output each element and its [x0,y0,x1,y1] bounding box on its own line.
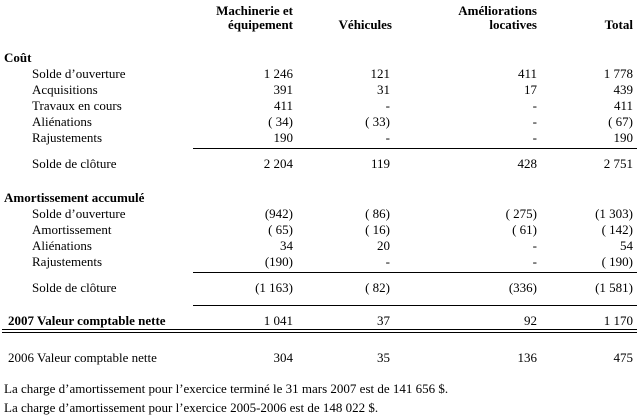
cell-leasehold: - [532,254,537,269]
cell-leasehold: ( 275) [505,206,537,221]
cell-vehicles: 35 [377,350,390,365]
row-label: Rajustements [32,130,103,145]
cell-vehicles: 119 [370,156,390,171]
cell-total: 439 [613,82,633,97]
cell-leasehold: - [532,114,537,129]
col-header-vehicles: Véhicules [338,17,392,32]
cell-total: 1 778 [603,66,633,81]
cell-leasehold: (336) [508,280,537,295]
cell-machinery: 1 246 [263,66,293,81]
amortization-subtotal-rule [193,272,637,273]
cell-total: 2 751 [603,156,633,171]
cell-vehicles: ( 82) [365,280,390,295]
cell-vehicles: ( 16) [365,222,390,237]
cost-subtotal-rule [193,148,637,149]
cell-leasehold: ( 61) [512,222,537,237]
cell-machinery: 391 [273,82,293,97]
col-header-total: Total [604,17,633,32]
cell-leasehold: 411 [517,66,537,81]
cell-machinery: ( 65) [268,222,293,237]
row-label: Rajustements [32,254,103,269]
cell-total: 475 [613,350,633,365]
net-value-double-rule [2,329,637,333]
col-header-leasehold-line2: locatives [489,17,537,32]
cell-machinery: 411 [273,98,293,113]
cell-vehicles: 20 [377,238,390,253]
cell-total: ( 190) [601,254,633,269]
row-label: Solde de clôture [32,280,117,295]
row-label: Aliénations [32,238,92,253]
cell-machinery: (190) [264,254,293,269]
col-header-leasehold-line1: Améliorations [458,3,537,18]
cell-total: 190 [613,130,633,145]
row-label: Solde d’ouverture [32,66,126,81]
row-label: 2007 Valeur comptable nette [8,313,166,328]
note-2007: La charge d’amortissement pour l’exercice terminé le 31 mars 2007 est de 141 656 $. [4,381,449,396]
cell-vehicles: - [385,254,390,269]
row-label: 2006 Valeur comptable nette [8,350,157,365]
net-value-top-rule [193,305,637,306]
cell-leasehold: - [532,238,537,253]
note-2006: La charge d’amortissement pour l’exercice 2005-2006 est de 148 022 $. [4,400,379,415]
row-label: Solde de clôture [32,156,117,171]
cell-machinery: 304 [273,350,293,365]
cell-vehicles: - [385,98,390,113]
cell-leasehold: - [532,130,537,145]
cell-machinery: 34 [280,238,293,253]
cell-vehicles: 31 [377,82,390,97]
row-label: Amortissement [32,222,112,237]
cell-leasehold: 17 [524,82,537,97]
cell-vehicles: ( 33) [365,114,390,129]
row-label: Acquisitions [32,82,98,97]
row-label: Travaux en cours [32,98,122,113]
cell-machinery: 2 204 [263,156,293,171]
cell-total: 411 [613,98,633,113]
col-header-machinery-line1: Machinerie et [216,3,293,18]
cell-leasehold: 428 [517,156,537,171]
cell-total: (1 303) [595,206,633,221]
section-title-amortization: Amortissement accumulé [4,190,145,205]
cell-machinery: 190 [273,130,293,145]
cell-machinery: (1 163) [255,280,293,295]
cell-vehicles: 121 [370,66,390,81]
cell-vehicles: 37 [377,313,390,328]
cell-total: ( 142) [601,222,633,237]
cell-vehicles: - [385,130,390,145]
cell-machinery: (942) [264,206,293,221]
cell-total: 54 [620,238,633,253]
cell-total: (1 581) [595,280,633,295]
cell-machinery: 1 041 [263,313,293,328]
cell-total: 1 170 [603,313,633,328]
cell-leasehold: 92 [524,313,537,328]
cell-machinery: ( 34) [268,114,293,129]
cell-total: ( 67) [608,114,633,129]
row-label: Solde d’ouverture [32,206,126,221]
cell-vehicles: ( 86) [365,206,390,221]
section-title-cost: Coût [4,50,32,65]
cell-leasehold: - [532,98,537,113]
cell-leasehold: 136 [517,350,537,365]
row-label: Aliénations [32,114,92,129]
col-header-machinery-line2: équipement [228,17,293,32]
